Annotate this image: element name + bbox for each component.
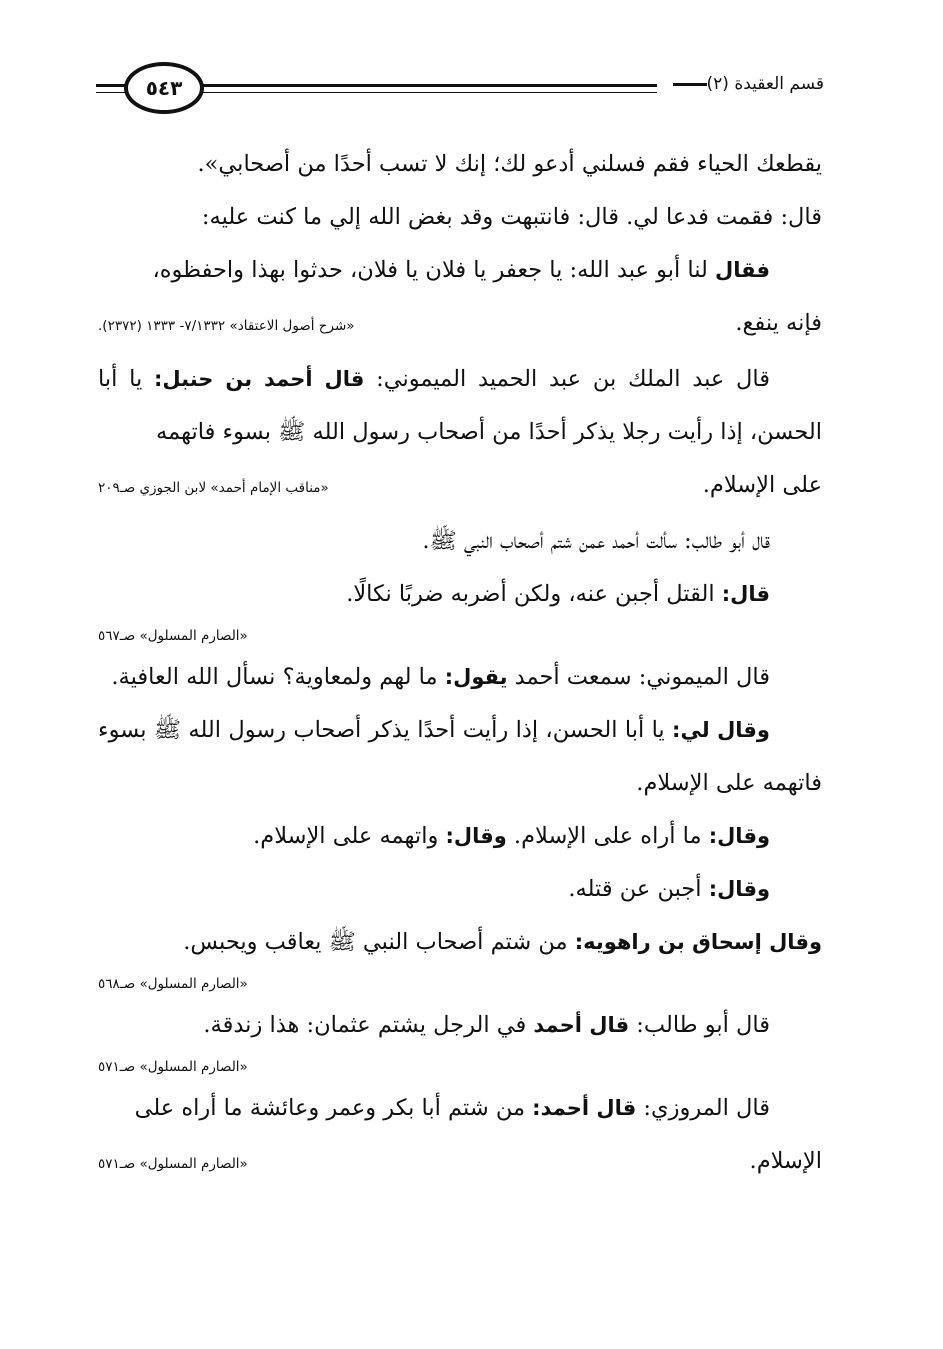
paragraph-4 [98,297,822,353]
paragraph-7: قال أبو طالب: سألت أحمد عمن شتم أصحاب النبي ﷺ. [422,528,770,554]
paragraph-6 [98,459,822,515]
paragraph-19 [98,1135,822,1191]
paragraph-10: قال الميموني: سمعت أحمد يقول: ما لهم ولمعاوية؟ نسأل الله العافية. [111,664,770,690]
title-dash [673,83,707,86]
line-end-text: الإسلام. [749,1148,822,1174]
paragraph-8: قال: القتل أجبن عنه، ولكن أضربه ضربًا نكالًا. [346,581,770,607]
page-number: ٥٤٣ [145,76,183,100]
paragraph-14: وقال إسحاق بن راهويه: من شتم أصحاب النبي ﷺ يعاقب ويحبس. [183,929,822,955]
page-number-badge [124,62,204,114]
paragraph-16: قال أبو طالب: قال أحمد في الرجل يشتم عثمان: هذا زندقة. [203,1012,770,1038]
page-header [96,52,824,122]
citation: «شرح أصول الاعتقاد» ٧/١٣٣٢- ١٣٣٣ (٢٣٧٢). [98,318,355,334]
citation: «الصارم المسلول» صـ٥٦٨ [98,976,248,992]
paragraph-11: وقال لي: يا أبا الحسن، إذا رأيت أحدًا يذكر أصحاب رسول الله ﷺ بسوء فاتهمه على الإسلام. [98,717,822,796]
page-body [98,138,822,1191]
paragraph-2: قال: فقمت فدعا لي. قال: فانتبهت وقد بغض الله إلي ما كنت عليه: [201,204,822,230]
paragraph-5: قال عبد الملك بن عبد الحميد الميموني: قال أحمد بن حنبل: يا أبا الحسن، إذا رأيت رجلا يذكر أحدًا من أصحاب رسول الله ﷺ بسوء فاتهمه [98,366,822,445]
paragraph-18: قال المروزي: قال أحمد: من شتم أبا بكر وعمر وعائشة ما أراه على [134,1095,770,1121]
paragraph-1: يقطعك الحياء فقم فسلني أدعو لك؛ إنك لا تسب أحدًا من أصحابي». [197,151,822,177]
paragraph-3: فقال لنا أبو عبد الله: يا جعفر يا فلان يا فلان، حدثوا بهذا واحفظوه، [152,257,770,283]
citation: «مناقب الإمام أحمد» لابن الجوزي صـ٢٠٩ [98,480,329,496]
citation: «الصارم المسلول» صـ٥٧١ [98,1059,248,1075]
paragraph-13: وقال: أجبن عن قتله. [568,876,770,902]
line-end-text: على الإسلام. [702,472,822,498]
running-title [657,74,825,94]
citation: «الصارم المسلول» صـ٥٦٧ [98,628,248,644]
running-title-text: قسم العقيدة (٢) [706,74,824,94]
citation: «الصارم المسلول» صـ٥٧١ [98,1156,248,1172]
line-end-text: فإنه ينفع. [735,310,822,336]
paragraph-12: وقال: ما أراه على الإسلام. وقال: واتهمه على الإسلام. [253,823,770,849]
